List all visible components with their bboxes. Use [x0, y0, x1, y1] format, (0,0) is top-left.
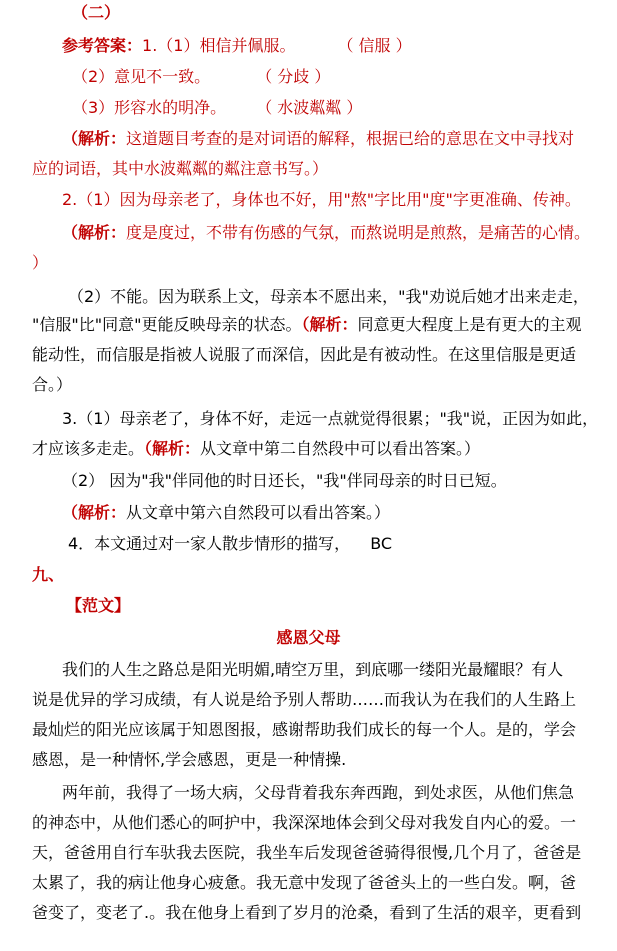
q1-3-text: （3）形容水的明净。: [72, 98, 227, 117]
q2-2-line1: （2）不能。因为联系上文，母亲本不愿出来，"我"劝说后她才出来走走，: [68, 287, 589, 306]
essay-p1-line4: 感恩，是一种情怀,学会感恩，更是一种情操.: [32, 750, 347, 769]
q3-1-line2: 才应该多走走。（解析：从文章中第二自然段中可以看出答案。）: [32, 439, 481, 458]
q1-note-line2: 应的词语，其中水波粼粼的粼注意书写。）: [32, 159, 329, 178]
q2-2-line4: 合。）: [32, 375, 73, 394]
essay-p2-line2: 的神态中，从他们悉心的呵护中，我深深地体会到父母对我发自内心的爱。一: [32, 813, 577, 832]
q1-2-answer: （ 分歧 ）: [256, 67, 331, 86]
q2-2-line2: "信服"比"同意"更能反映母亲的状态。（解析：同意更大程度上是有更大的主观: [32, 315, 582, 334]
essay-p2-line4: 太累了，我的病让他身心疲惫。我无意中发现了爸爸头上的一些白发。啊，爸: [32, 873, 577, 892]
analysis-label: （解析：: [301, 315, 358, 334]
q1-1-answer: （ 信服 ）: [337, 36, 412, 55]
essay-p1-line1: 我们的人生之路总是阳光明媚,晴空万里，到底哪一缕阳光最耀眼？有人: [62, 660, 564, 679]
q1-2-text: （2）意见不一致。: [72, 67, 211, 86]
q3-2-line: （2） 因为"我"伴同他的时日还长，"我"伴同母亲的时日已短。: [62, 471, 507, 490]
q3-1-line1: 3.（1）母亲老了，身体不好，走远一点就觉得很累；"我"说，正因为如此，: [62, 409, 599, 428]
q4-answer: BC: [370, 534, 393, 553]
q2-1-line: 2.（1）因为母亲老了，身体也不好，用"熬"字比用"度"字更准确、传神。: [62, 190, 581, 209]
q4-line: 4．本文通过对一家人散步情形的描写， BC: [68, 534, 393, 553]
q3-2-note-line: （解析：从文章中第六自然段可以看出答案。）: [62, 503, 391, 522]
essay-p1-line3: 最灿烂的阳光应该属于知恩图报，感谢帮助我们成长的每一个人。是的，学会: [32, 720, 577, 739]
q1-3-line: [72, 97, 362, 119]
q2-1-note-line1: （解析：度是度过，不带有伤感的气氛，而熬说明是煎熬，是痛苦的心情。: [62, 223, 591, 242]
section-heading-2: （二）: [72, 3, 121, 22]
essay-p2-line1: 两年前，我得了一场大病，父母背着我东奔西跑，到处求医，从他们焦急: [62, 783, 575, 802]
q2-1-note-line2: ）: [32, 253, 49, 272]
analysis-label: （解析：: [144, 439, 201, 458]
reference-answer-label: 参考答案：: [62, 36, 143, 55]
q1-3-answer: （ 水波粼粼 ）: [256, 98, 363, 117]
essay-p2-line5: 爸变了，变老了.。我在他身上看到了岁月的沧桑，看到了生活的艰辛，更看到: [32, 903, 582, 922]
essay-p2-line3: 天，爸爸用自行车驮我去医院，我坐车后发现爸爸骑得很慢,几个月了，爸爸是: [32, 843, 582, 862]
analysis-label: （解析：: [62, 129, 127, 148]
section-heading-9: 九、: [32, 565, 65, 584]
analysis-label: （解析：: [62, 223, 127, 242]
essay-p1-line2: 说是优异的学习成绩，有人说是给予别人帮助……而我认为在我们的人生路上: [32, 690, 577, 709]
sample-essay-label: 【范文】: [66, 596, 131, 615]
q1-note-line1: （解析：这道题目考查的是对词语的解释，根据已给的意思在文中寻找对: [62, 129, 575, 148]
q1-1-line: [62, 35, 412, 57]
essay-title: 感恩父母: [276, 628, 341, 647]
q2-2-line3: 能动性，而信服是指被人说服了而深信，因此是有被动性。在这里信服是更适: [32, 345, 577, 364]
q1-2-line: [72, 66, 330, 88]
q1-1-text: 1.（1）相信并佩服。: [142, 36, 296, 55]
analysis-label: （解析：: [62, 503, 127, 522]
